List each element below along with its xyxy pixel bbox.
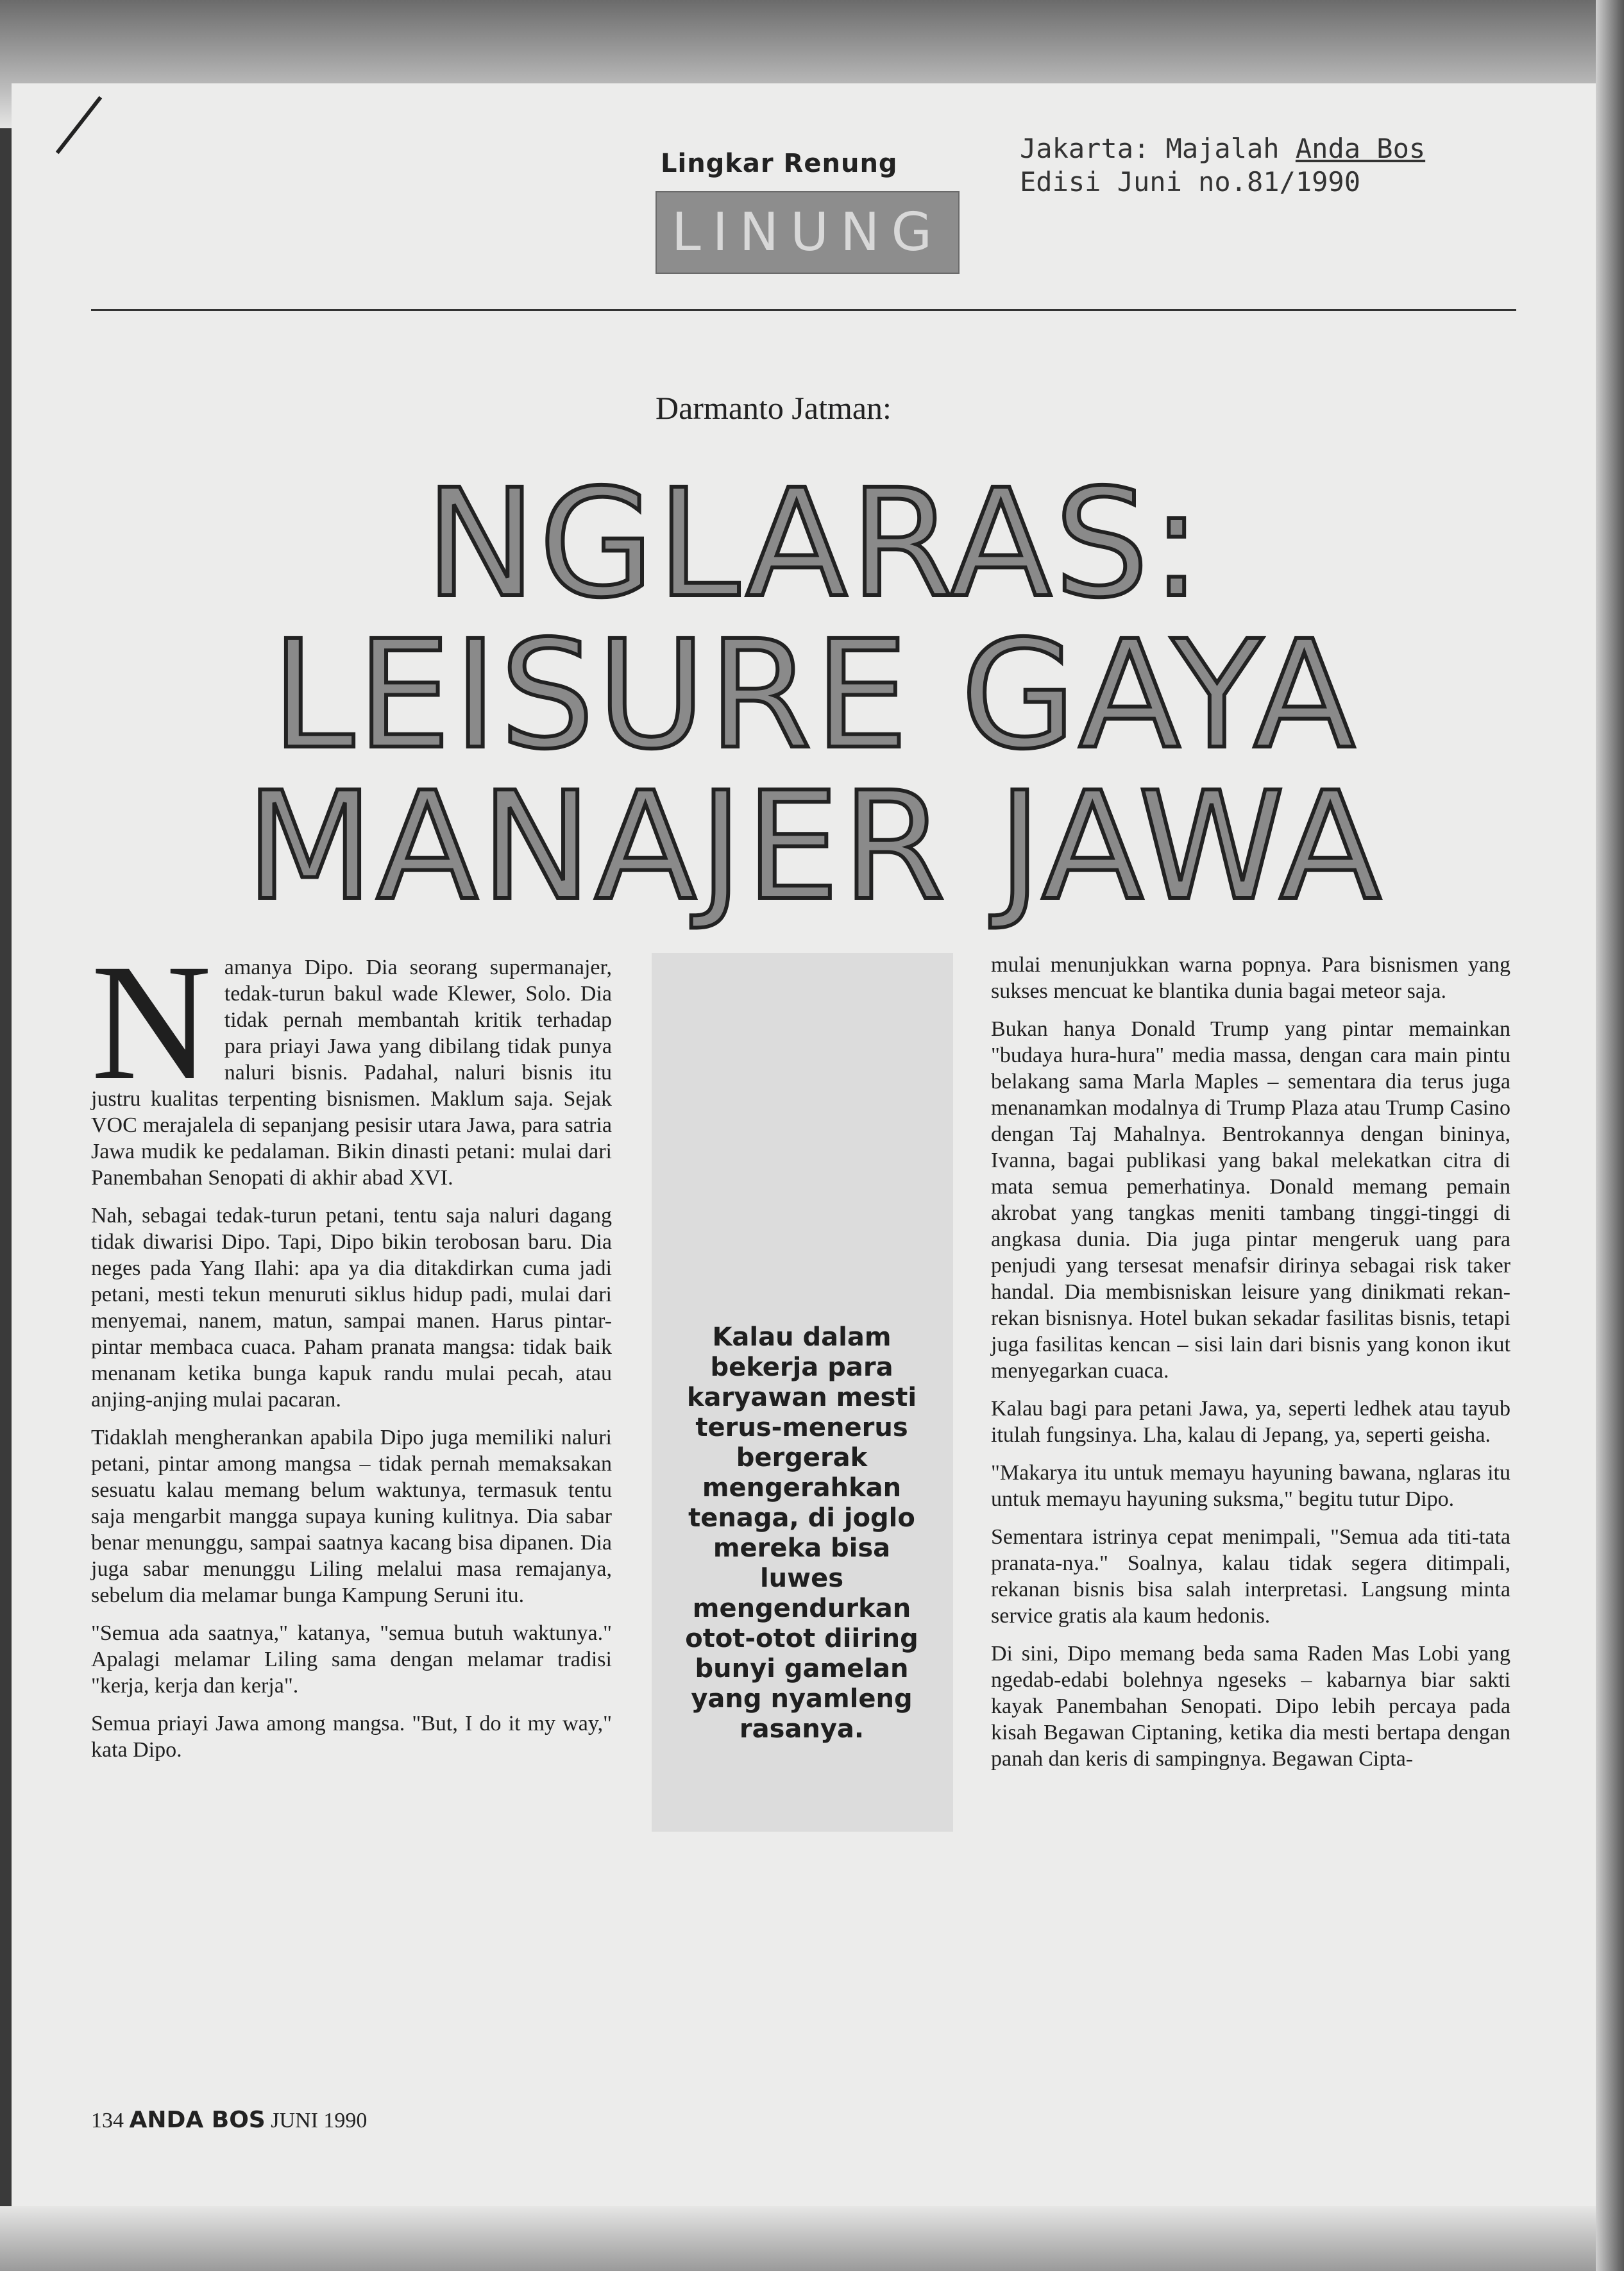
source-annotation (1020, 132, 1425, 199)
source-line2: Edisi Juni no.81/1990 (1020, 166, 1361, 198)
section-logo-box: LINUNG (656, 191, 960, 274)
paragraph: Bukan hanya Donald Trump yang pintar memainkan "budaya hura-hura" media massa, dengan cara main pintu belakang sama Marla Maples – sementara dia terus juga menanamkan modalnya di Trump Plaza atau Trump Casino dengan Taj Mahalnya. Bentrokannya dengan bininya, Ivanna, bagai publikasi yang bakal melekatkan citra di mata semua pemerhatinya. Donald memang pemain akrobat yang tangkas meniti tambang tinggi-tinggi di angkasa dunia. Dia juga pintar mengeruk uang para penjudi yang tersesat menafsir dirinya sebagai risk taker handal. Dia membisniskan leisure yang dinikmati rekan-rekan bisnisnya. Hotel bukan sekadar fasilitas bisnis, tetapi juga fasilitas kencan – sisi lain dari bisnis yang konon ikut menyegarkan cuaca. (991, 1017, 1510, 1383)
paragraph-text: amanya Dipo. Dia seorang supermanajer, tedak-turun bakul wade Klewer, Solo. Dia tidak pernah membantah kritik terhadap para priayi Jawa yang dibilang tidak punya naluri bisnis. Padahal, naluri bisnis itu justru kualitas terpenting bisnismen. Maklum saja. Sejak VOC merajalela di sepanjang pesisir utara Jawa, para satria Jawa mudik ke pedalaman. Bikin dinasti petani: mulai dari Panembahan Senopati di akhir abad XVI. (91, 956, 612, 1190)
article-headline (192, 457, 1437, 933)
magazine-name: ANDA BOS (129, 2107, 266, 2133)
paragraph: "Semua ada saatnya," katanya, "semua butuh waktunya." Apalagi melamar Liling sama dengan melamar tradisi "kerja, kerja dan kerja". (91, 1621, 612, 1698)
paragraph: Sementara istrinya cepat menimpali, "Semua ada titi-tata pranata-nya." Soalnya, kalau tidak segera ditimpali, rekanan bisnis bisa salah interpretasi. Langsung minta service gratis ala kaum hedonis. (991, 1525, 1510, 1628)
headline-line-1: NGLARAS: (425, 457, 1205, 630)
paragraph: Kalau bagi para petani Jawa, ya, seperti ledhek atau tayub itulah fungsinya. Lha, kalau di Jepang, ya, seperti geisha. (991, 1397, 1510, 1447)
body-column-left (91, 930, 612, 1775)
scan-shadow-bottom (0, 2206, 1624, 2271)
paragraph: Nah, sebagai tedak-turun petani, tentu saja naluri dagang tidak diwarisi Dipo. Tapi, Dipo bikin terobosan baru. Dia neges pada Yang Ilahi: apa ya dia ditakdirkan cuma jadi petani, mesti tekun menuruti siklus hidup padi, mulai dari menyemai, nanem, matun, sampai manen. Harus pintar-pintar membaca cuaca. Paham pranata mangsa: tidak baik menanam ketika bunga kapuk randu mulai pecah, atau anjing-anjing mulai pacaran. (91, 1204, 612, 1412)
body-column-right (991, 952, 1510, 1784)
source-line1-underlined: Anda Bos (1295, 133, 1426, 164)
scan-shadow-right (1596, 0, 1624, 2271)
paragraph: Tidaklah mengherankan apabila Dipo juga memiliki naluri petani, pintar among mangsa – tidak pernah memaksakan sesuatu kalau memang belum waktunya, termasuk tentu saja mengarbit mangga supaya kuning kulitnya. Dia sabar benar menunggu, sampai saatnya kacang bisa dipanen. Dia juga sabar menunggu Liling melalui masa remajanya, sebelum dia melamar bunga Kampung Seruni itu. (91, 1426, 612, 1607)
paragraph: Semua priayi Jawa among mangsa. "But, I do it my way," kata Dipo. (91, 1712, 612, 1762)
header-rule (91, 309, 1516, 311)
drop-cap: N (91, 930, 212, 1115)
section-kicker: Lingkar Renung (661, 149, 898, 178)
page-footer (91, 2107, 367, 2133)
paragraph (91, 930, 612, 1191)
pull-quote: Kalau dalam bekerja para karyawan mesti terus-menerus bergerak mengerahkan tenaga, di joglo mereka bisa luwes mengendurkan otot-otot diiring bunyi gamelan yang nyamleng rasanya. (685, 1322, 918, 1744)
paragraph: "Makarya itu untuk memayu hayuning bawana, nglaras itu untuk memayu hayuning suksma," begitu tutur Dipo. (991, 1461, 1510, 1511)
source-line1-prefix: Jakarta: Majalah (1020, 133, 1296, 164)
headline-line-3: MANAJER JAWA (245, 760, 1384, 933)
headline-line-2: LEISURE GAYA (271, 609, 1358, 782)
page-number: 134 (91, 2109, 124, 2132)
paragraph: mulai menunjukkan warna popnya. Para bisnismen yang sukses mencuat ke blantika dunia bagai meteor saja. (991, 953, 1510, 1003)
paragraph: Di sini, Dipo memang beda sama Raden Mas Lobi yang ngedab-edabi bolehnya ngeseks – kabarnya biar sakti kayak Panembahan Senopati. Dipo lebih percaya pada kisah Begawan Ciptaning, ketika dia mesti bertapa dengan panah dan keris di sampingnya. Begawan Cipta- (991, 1642, 1510, 1771)
issue-date: JUNI 1990 (271, 2109, 368, 2132)
author-byline: Darmanto Jatman: (656, 390, 892, 426)
